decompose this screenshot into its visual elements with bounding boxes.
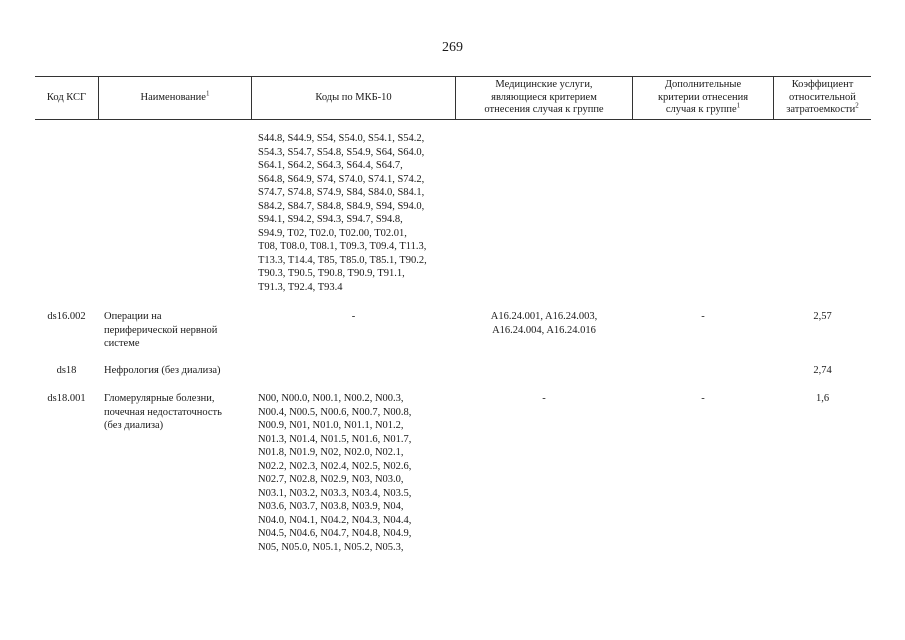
header-services: Медицинские услуги, являющиеся критерием отнесения случая к группе	[484, 79, 604, 116]
header-name: Наименование$^1$	[140, 89, 210, 103]
header-coefficient: Коэффициент относительной затратоемкости$^2$	[786, 79, 859, 116]
ksg-code: ds18	[56, 365, 77, 376]
header-bottom-rule	[35, 119, 871, 120]
header-code: Код КСГ	[46, 91, 87, 103]
page-number: 269	[442, 40, 463, 55]
extra-criteria: -	[701, 311, 705, 322]
ksg-code: ds16.002	[47, 311, 86, 322]
header-icd: Коды по МКБ-10	[315, 91, 392, 103]
header-extra-criteria: Дополнительные критерии отнесения случая к группе$^1$	[657, 79, 749, 116]
icd-codes: S44.8, S44.9, S54, S54.0, S54.1, S54.2, S54.3, S54.7, S54.8, S54.9, S64, S64.0, S64.1, S64.2, S64.3, S64.4, S64.7, S64.8, S64.9, S74, S74.0, S74.1, S74.2, S74.7, S74.8, S74.9, S84, S84.0, S84.1, S84.2, S84.7, S84.8, S84.9, S94, S94.0, S94.1, S94.2, S94.3, S94.7, S94.8, S94.9, T02, T02.0, T02.00, T02.01, T08, T08.0, T08.1, T09.3, T09.4, T11.3, T13.3, T14.4, T85, T85.0, T85.1, T90.2, T90.3, T90.5, T90.8, T90.9, T91.1, T91.3, T92.4, T93.4	[258, 133, 427, 293]
ksg-name: Гломерулярные болезни, почечная недостаточность (без диализа)	[104, 393, 222, 431]
ksg-name: Операции на периферической нервной системе	[104, 311, 218, 349]
extra-criteria: -	[701, 393, 705, 404]
medical-services: -	[542, 393, 546, 404]
icd-codes: -	[351, 311, 356, 322]
coefficient: 1,6	[815, 393, 830, 404]
coefficient: 2,74	[813, 365, 832, 376]
coefficient: 2,57	[813, 311, 832, 322]
ksg-name: Нефрология (без диализа)	[104, 365, 221, 376]
icd-codes: N00, N00.0, N00.1, N00.2, N00.3, N00.4, N00.5, N00.6, N00.7, N00.8, N00.9, N01, N01.0, N01.1, N01.2, N01.3, N01.4, N01.5, N01.6, N01.7, N01.8, N01.9, N02, N02.0, N02.1, N02.2, N02.3, N02.4, N02.5, N02.6, N02.7, N02.8, N02.9, N03, N03.0, N03.1, N03.2, N03.3, N03.4, N03.5, N03.6, N03.7, N03.8, N03.9, N04, N04.0, N04.1, N04.2, N04.3, N04.4, N04.5, N04.6, N04.7, N04.8, N04.9, N05, N05.0, N05.1, N05.2, N05.3,	[258, 393, 412, 553]
medical-services: A16.24.001, A16.24.003, A16.24.004, A16.24.016	[490, 311, 598, 336]
ksg-code: ds18.001	[47, 393, 86, 404]
